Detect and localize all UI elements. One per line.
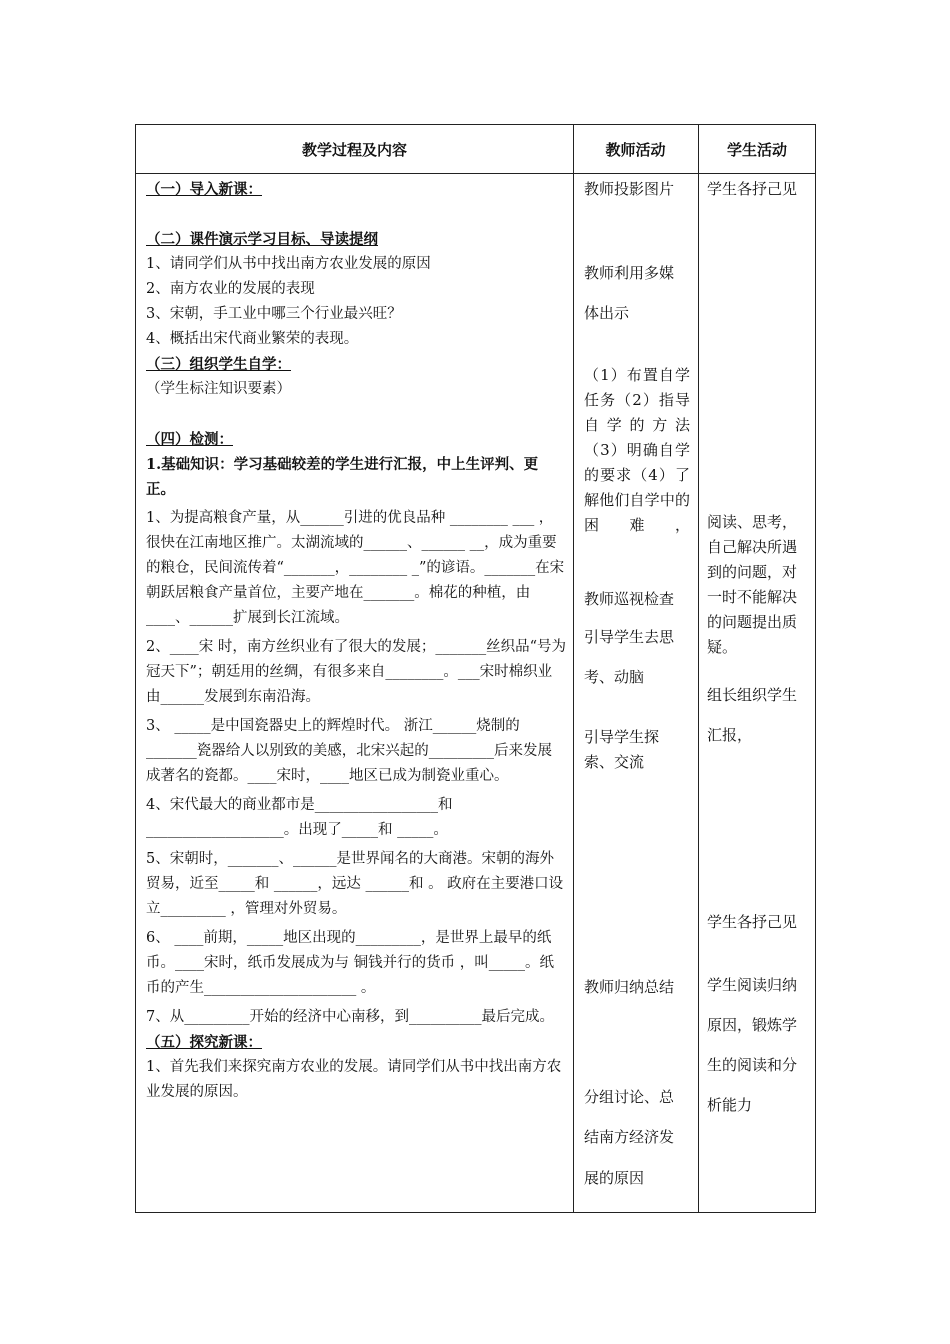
- teacher-activity: 教师巡视检查: [584, 590, 675, 608]
- student-activity: 汇报，: [707, 726, 753, 744]
- teacher-activity: 教师投影图片: [584, 180, 675, 198]
- section-heading: （三）组织学生自学：: [146, 356, 291, 373]
- teacher-activity: 引导学生去思: [584, 628, 675, 646]
- section-heading: （一）导入新课：: [146, 181, 262, 198]
- question-item: 2、____宋 时，南方丝织业有了很大的发展；_______丝织品“号为冠天下”；朝廷用的丝绸，有很多来自________。___宋时棉织业由______发展到东南沿海。: [146, 639, 566, 705]
- goal-item: 2、南方农业的发展的表现: [146, 281, 315, 297]
- question-item: 3、 _____是中国瓷器史上的辉煌时代。 浙江______烧制的 _______瓷器给人以别致的美感，北宋兴起的_________后来发展成著名的瓷都。____宋时，____地区已成为制瓷业重心。: [146, 718, 552, 784]
- teacher-activity: （1）布置自学任务（2）指导自学的方法（3）明确自学的要求（4）了解他们自学中的困难，: [584, 366, 690, 534]
- header-teacher: 教师活动: [605, 140, 666, 159]
- header-divider: [136, 173, 815, 174]
- student-activity: 组长组织学生: [707, 686, 798, 704]
- question-item: 5、宋朝时，_______、______是世界闻名的大商港。宋朝的海外贸易，近至_____和 ______，远达 ______和 。 政府在主要港口设立_________ ，管理对外贸易。: [146, 851, 564, 917]
- goal-item: 1、请同学们从书中找出南方农业发展的原因: [146, 256, 431, 272]
- teacher-activity: 教师归纳总结: [584, 978, 675, 996]
- process-content: [146, 177, 566, 1105]
- basic-knowledge-title: 1.基础知识：学习基础较差的学生进行汇报，中上生评判、更正。: [146, 456, 539, 498]
- teacher-activity: 教师利用多媒: [584, 264, 675, 282]
- column-divider: [573, 125, 574, 1212]
- section-heading: （二）课件演示学习目标、导读提纲: [146, 231, 378, 248]
- section-heading: （四）检测：: [146, 431, 233, 448]
- question-item: 4、宋代最大的商业都市是_________________和___________________。出现了_____和 _____。: [146, 797, 453, 838]
- goal-item: 3、宋朝，手工业中哪三个行业最兴旺？: [146, 306, 402, 322]
- student-activity: 阅读、思考，自己解决所遇到的问题，对一时不能解决的问题提出质疑。: [707, 513, 798, 656]
- student-activity: 学生各抒己见: [707, 913, 798, 931]
- student-activity: 析能力: [707, 1096, 753, 1114]
- goal-item: 4、概括出宋代商业繁荣的表现。: [146, 331, 359, 347]
- explore-item: 1、首先我们来探究南方农业的发展。请同学们从书中找出南方农业发展的原因。: [146, 1059, 562, 1100]
- header-student: 学生活动: [726, 140, 787, 159]
- teacher-activity: 体出示: [584, 304, 630, 322]
- header-process: 教学过程及内容: [301, 140, 407, 159]
- section-heading: （五）探究新课：: [146, 1034, 262, 1051]
- question-item: 7、从_________开始的经济中心南移，到__________最后完成。: [146, 1009, 554, 1025]
- student-activity: 学生各抒己见: [707, 180, 798, 198]
- question-item: 1、为提高粮食产量，从______引进的优良品种 ________ ___ ，很快在江南地区推广。太湖流域的______、______ __，成为重要的粮仓，民间流传着“_______，________ _”的谚语。_______在宋朝跃居粮食产量首位，主要产地在_______。棉花的种植，由____、______扩展到长江流域。: [146, 510, 565, 626]
- question-item: 6、 ____前期，_____地区出现的_________，是世界上最早的纸币。____宋时，纸币发展成为与 铜钱并行的货币 ，叫_____。纸币的产生_____________________ 。: [146, 930, 554, 996]
- teacher-activity: 分组讨论、总: [584, 1088, 675, 1106]
- student-activity: 学生阅读归纳: [707, 976, 798, 994]
- teacher-activity: 展的原因: [584, 1169, 645, 1187]
- teacher-activity: 考、动脑: [584, 668, 645, 686]
- student-activity: 生的阅读和分: [707, 1056, 798, 1074]
- section-note: （学生标注知识要素）: [146, 381, 291, 397]
- teacher-activity: 引导学生探索、交流: [584, 728, 660, 771]
- column-divider: [698, 125, 699, 1212]
- teacher-activity: 结南方经济发: [584, 1128, 675, 1146]
- lesson-plan-table: [135, 124, 816, 1213]
- student-activity: 原因，锻炼学: [707, 1016, 798, 1034]
